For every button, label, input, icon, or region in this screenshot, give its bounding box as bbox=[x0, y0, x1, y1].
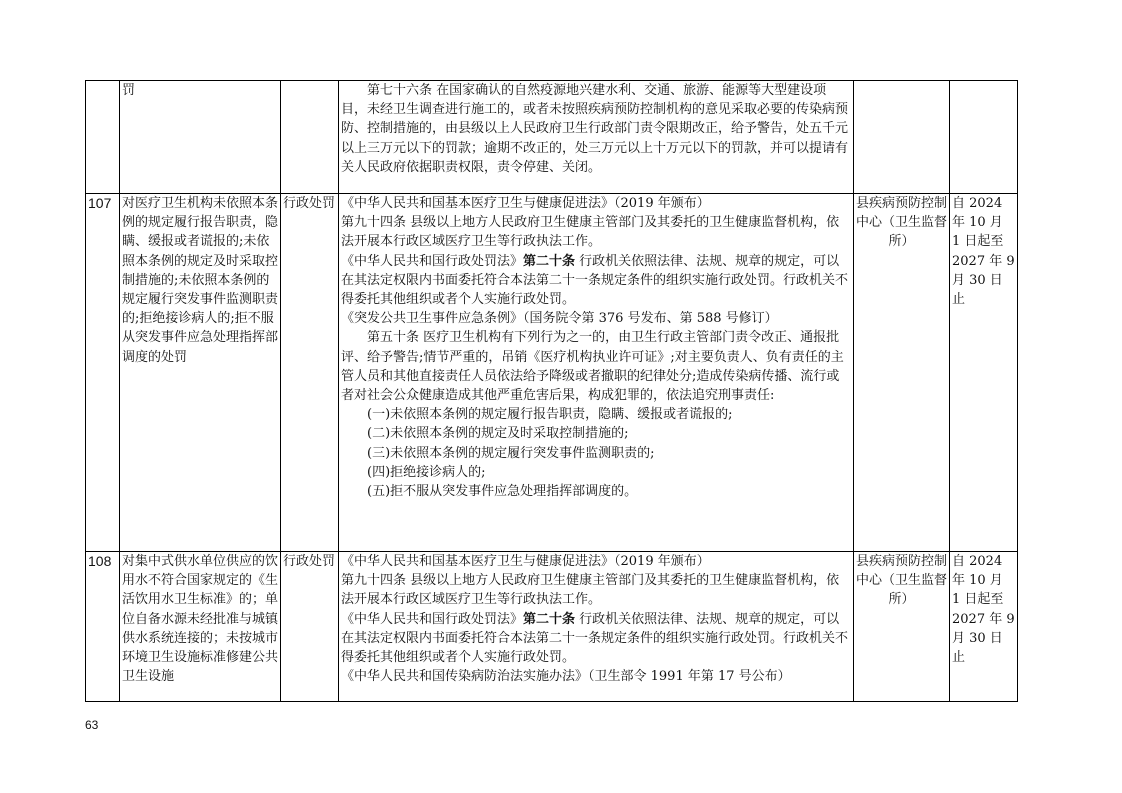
agency-cell: 县疾病预防控制中心（卫生监督所） bbox=[854, 194, 950, 552]
category-cell: 行政处罚 bbox=[281, 194, 339, 552]
category-cell: 行政处罚 bbox=[281, 552, 339, 702]
period-cell: 自 2024 年 10 月 1 日起至 2027 年 9 月 30 日止 bbox=[950, 552, 1018, 702]
item-cell: 罚 bbox=[120, 81, 281, 194]
item-cell: 对医疗卫生机构未依照本条例的规定履行报告职责，隐瞒、缓报或者谎报的;未依照本条例的规定及时采取控制措施的;未依照本条例的规定履行突发事件监测职责的;拒绝接诊病人的;拒不服从突发事件应急处理指挥部调度的处罚 bbox=[120, 194, 281, 552]
row-number-cell: 107 bbox=[86, 194, 120, 552]
period-cell: 自 2024 年 10 月 1 日起至 2027 年 9 月 30 日止 bbox=[950, 194, 1018, 552]
basis-paragraph: 第七十六条 在国家确认的自然疫源地兴建水利、交通、旅游、能源等大型建设项目，未经卫生调查进行施工的，或者未按照疾病预防控制机构的意见采取必要的传染病预防、控制措施的，由县级以上人民政府卫生行政部门责令限期改正，给予警告，处五千元以上三万元以下的罚款；逾期不改正的，处三万元以上十万元以下的罚款，并可以提请有关人民政府依据职责权限，责令停建、关闭。 bbox=[341, 83, 849, 175]
basis-paragraph: 《突发公共卫生事件应急条例》（国务院令第 376 号发布、第 588 号修订） bbox=[341, 311, 778, 327]
basis-paragraph: 《中华人民共和国基本医疗卫生与健康促进法》（2019 年颁布） bbox=[341, 196, 710, 211]
basis-cell bbox=[339, 194, 854, 552]
article-text: 行政机关依照法律、法规、规章的规定，可以在其法定权限内书面委托符合本法第二十一条规定条件的组织实施行政处罚。行政机关不得委托其他组织或者个人实施行政处罚。 bbox=[341, 611, 849, 666]
table-row bbox=[86, 81, 1018, 194]
page-number: 63 bbox=[85, 718, 99, 732]
table-row bbox=[86, 194, 1018, 552]
basis-paragraph: 第九十四条 县级以上地方人民政府卫生健康主管部门及其委托的卫生健康监督机构，依法开展本行政区域医疗卫生等行政执法工作。 bbox=[341, 573, 840, 608]
category-cell bbox=[281, 81, 339, 194]
row-number-cell: 108 bbox=[86, 552, 120, 702]
basis-paragraph: 第五十条 医疗卫生机构有下列行为之一的，由卫生行政主管部门责令改正、通报批评、给予警告;情节严重的，吊销《医疗机构执业许可证》;对主要负责人、负有责任的主管人员和其他直接责任人员依法给予降级或者撤职的纪律处分;造成传染病传播、流行或者对社会公众健康造成其他严重危害后果，构成犯罪的，依法追究刑事责任: bbox=[341, 330, 844, 404]
basis-list-item: (三)未依照本条例的规定履行突发事件监测职责的; bbox=[367, 445, 655, 461]
table-row bbox=[86, 552, 1018, 702]
basis-list-item: (五)拒不服从突发事件应急处理指挥部调度的。 bbox=[367, 484, 638, 500]
period-cell bbox=[950, 81, 1018, 194]
agency-cell: 县疾病预防控制中心（卫生监督所） bbox=[854, 552, 950, 702]
article-number: 第二十条 bbox=[523, 253, 576, 269]
item-cell: 对集中式供水单位供应的饮用水不符合国家规定的《生活饮用水卫生标准》的；单位自备水源未经批准与城镇供水系统连接的；未按城市环境卫生设施标准修建公共卫生设施 bbox=[120, 552, 281, 702]
basis-paragraph: 《中华人民共和国基本医疗卫生与健康促进法》（2019 年颁布） bbox=[341, 554, 710, 569]
enforcement-table bbox=[85, 80, 1018, 702]
basis-paragraph: 《中华人民共和国传染病防治法实施办法》（卫生部令 1991 年第 17 号公布） bbox=[341, 669, 791, 685]
basis-paragraph bbox=[341, 610, 851, 668]
row-number-cell bbox=[86, 81, 120, 194]
basis-cell bbox=[339, 81, 854, 194]
article-number: 第二十条 bbox=[523, 611, 576, 627]
basis-list-item: (二)未依照本条例的规定及时采取控制措施的; bbox=[367, 426, 629, 442]
basis-cell bbox=[339, 552, 854, 702]
article-text: 行政机关依照法律、法规、规章的规定，可以在其法定权限内书面委托符合本法第二十一条规定条件的组织实施行政处罚。行政机关不得委托其他组织或者个人实施行政处罚。 bbox=[341, 253, 849, 308]
law-name: 《中华人民共和国行政处罚法》 bbox=[341, 253, 524, 269]
basis-paragraph: 第九十四条 县级以上地方人民政府卫生健康主管部门及其委托的卫生健康监督机构，依法开展本行政区域医疗卫生等行政执法工作。 bbox=[341, 215, 840, 250]
basis-list-item: (四)拒绝接诊病人的; bbox=[367, 464, 486, 480]
agency-cell bbox=[854, 81, 950, 194]
basis-list-item: (一)未依照本条例的规定履行报告职责，隐瞒、缓报或者谎报的; bbox=[367, 407, 733, 423]
law-name: 《中华人民共和国行政处罚法》 bbox=[341, 611, 524, 627]
basis-paragraph bbox=[341, 252, 851, 310]
